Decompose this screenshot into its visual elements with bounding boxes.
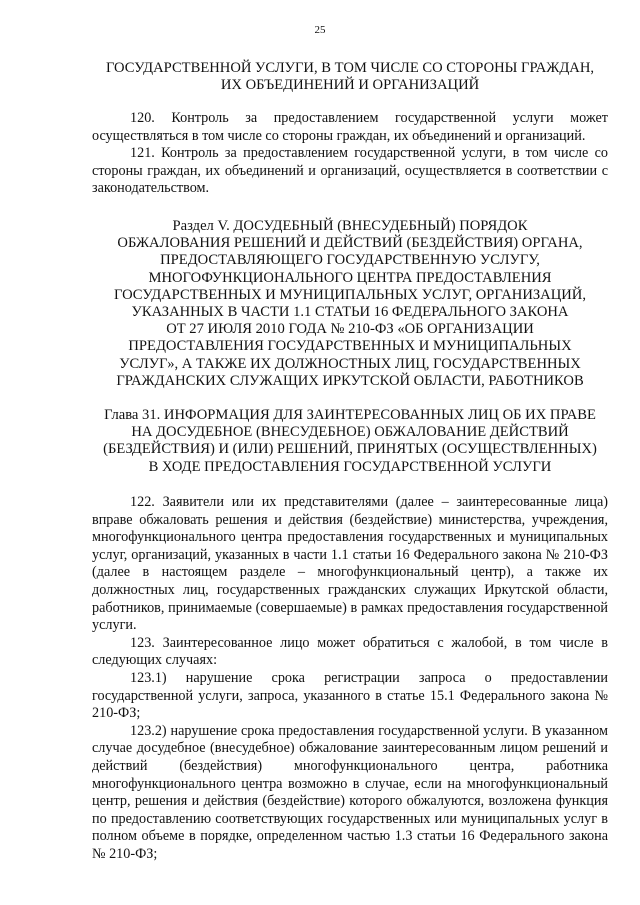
paragraphs-a xyxy=(92,110,608,198)
heading-top-line: ГОСУДАРСТВЕННОЙ УСЛУГИ, В ТОМ ЧИСЛЕ СО СТОРОНЫ ГРАЖДАН, xyxy=(105,60,595,76)
paragraph-121: 121. Контроль за предоставлением государственной услуги, в том числе со стороны граждан, их объединений и организаций, осуществляется в соответствии с законодательством. xyxy=(92,145,608,197)
paragraph-120: 120. Контроль за предоставлением государственной услуги может осуществляться в том числе со стороны граждан, их объединений и организаций. xyxy=(92,110,608,144)
section-heading-line: УКАЗАННЫХ В ЧАСТИ 1.1 СТАТЬИ 16 ФЕДЕРАЛЬНОГО ЗАКОНА xyxy=(131,304,569,321)
paragraph-123-2: 123.2) нарушение срока предоставления государственной услуги. В указанном случае досудебное (внесудебное) обжалование заинтересованным лицом решений и действий (бездействия) многофункционального центра, работника многофункционального центра возможно в случае, если на многофункциональный центр, решения и действия (бездействие) которого обжалуются, возложена функция по предоставлению соответствующих государственных или муниципальных услуг в полном объеме в порядке, определенном частью 1.3 статьи 16 Федерального закона № 210-ФЗ; xyxy=(92,722,608,862)
paragraph-122: 122. Заявители или их представителями (далее – заинтересованные лица) вправе обжаловать решения и действия (бездействие) министерства, учреждения, многофункционального центра предоставления государственных и муниципальных услуг, организаций, указанных в части 1.1 статьи 16 Федерального закона № 210-ФЗ (далее в настоящем разделе – многофункциональный центр), а также их должностных лиц, государственных гражданских служащих Иркутской области, работников, принимаемые (совершаемые) в рамках предоставления государственной услуги. xyxy=(92,494,608,634)
paragraphs-b xyxy=(92,494,608,863)
section-heading-line: УСЛУГ», А ТАКЖЕ ИХ ДОЛЖНОСТНЫХ ЛИЦ, ГОСУДАРСТВЕННЫХ xyxy=(119,355,581,372)
section-heading-line: ГОСУДАРСТВЕННЫХ И МУНИЦИПАЛЬНЫХ УСЛУГ, ОРГАНИЗАЦИЙ, xyxy=(114,286,586,303)
section-heading-line: Раздел V. ДОСУДЕБНЫЙ (ВНЕСУДЕБНЫЙ) ПОРЯДОК xyxy=(172,218,528,234)
paragraph-123: 123. Заинтересованное лицо может обратиться с жалобой, в том числе в следующих случаях: xyxy=(92,634,608,669)
heading-top-line: ИХ ОБЪЕДИНЕНИЙ И ОРГАНИЗАЦИЙ xyxy=(220,77,480,93)
page-number: 25 xyxy=(314,24,326,36)
section-heading-line: ПРЕДОСТАВЛЯЮЩЕГО ГОСУДАРСТВЕННУЮ УСЛУГУ, xyxy=(160,252,540,269)
section-heading-line: ПРЕДОСТАВЛЕНИЯ ГОСУДАРСТВЕННЫХ И МУНИЦИПАЛЬНЫХ xyxy=(128,338,572,355)
section-heading-line: ОБЖАЛОВАНИЯ РЕШЕНИЙ И ДЕЙСТВИЙ (БЕЗДЕЙСТВИЯ) ОРГАНА, xyxy=(117,235,583,252)
section-heading-line: МНОГОФУНКЦИОНАЛЬНОГО ЦЕНТРА ПРЕДОСТАВЛЕНИЯ xyxy=(148,269,552,286)
heading-top xyxy=(92,60,608,94)
paragraph-123-1: 123.1) нарушение срока регистрации запроса о предоставлении государственной услуги, запроса, указанного в статье 15.1 Федерального закона № 210-ФЗ; xyxy=(92,669,608,722)
section-heading-line: ГРАЖДАНСКИХ СЛУЖАЩИХ ИРКУТСКОЙ ОБЛАСТИ, РАБОТНИКОВ xyxy=(116,372,584,389)
chapter-heading-line: (БЕЗДЕЙСТВИЯ) И (ИЛИ) РЕШЕНИЙ, ПРИНЯТЫХ (ОСУЩЕСТВЛЕННЫХ) xyxy=(103,441,597,458)
section-heading xyxy=(92,218,608,390)
chapter-heading-line: В ХОДЕ ПРЕДОСТАВЛЕНИЯ ГОСУДАРСТВЕННОЙ УСЛУГИ xyxy=(148,458,552,475)
chapter-heading-line: Глава 31. ИНФОРМАЦИЯ ДЛЯ ЗАИНТЕРЕСОВАННЫХ ЛИЦ ОБ ИХ ПРАВЕ xyxy=(104,407,596,423)
chapter-heading xyxy=(84,407,616,476)
section-heading-line: ОТ 27 ИЮЛЯ 2010 ГОДА № 210-ФЗ «ОБ ОРГАНИЗАЦИИ xyxy=(166,321,534,338)
chapter-heading-line: НА ДОСУДЕБНОЕ (ВНЕСУДЕБНОЕ) ОБЖАЛОВАНИЕ ДЕЙСТВИЙ xyxy=(131,424,569,441)
